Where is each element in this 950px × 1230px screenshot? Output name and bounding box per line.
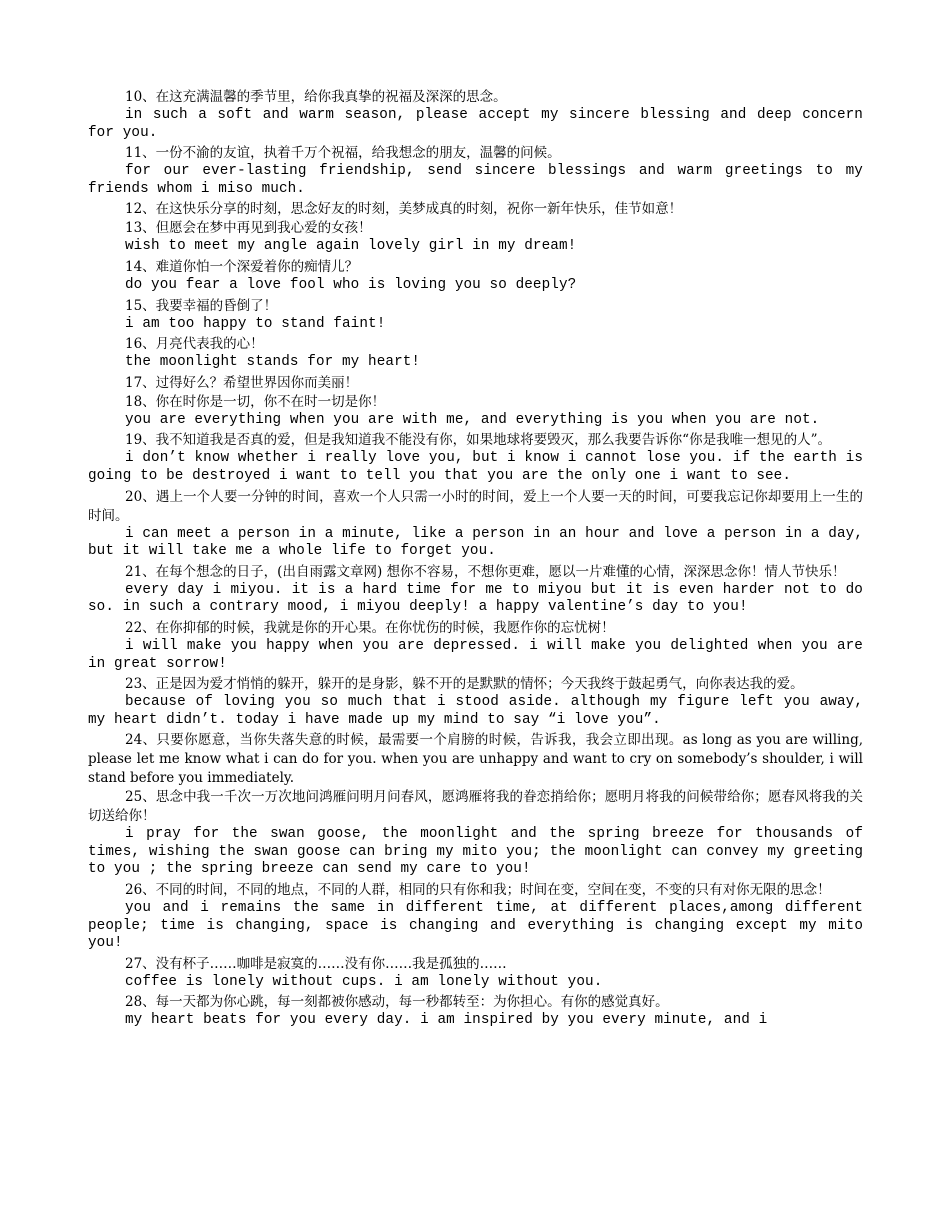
chinese-line: 20、遇上一个人要一分钟的时间，喜欢一个人只需一小时的时间，爱上一个人要一天的时间，可要我忘记你却要用上一生的时间。 [88, 488, 863, 524]
entry-27 [88, 955, 863, 992]
chinese-line: 28、每一天都为你心跳，每一刻都被你感动，每一秒都转至：为你担心。有你的感觉真好。 [125, 994, 669, 1011]
entry-19 [88, 431, 863, 485]
entry-16 [88, 335, 863, 372]
chinese-line: 17、过得好么？希望世界因你而美丽！ [125, 374, 359, 391]
chinese-line: 12、在这快乐分享的时刻，思念好友的时刻，美梦成真的时刻，祝你一新年快乐，佳节如意！ [125, 201, 683, 218]
english-line: my heart beats for you every day. i am inspired by you every minute, and i [125, 1012, 768, 1029]
mixed-line: 24、只要你愿意，当你失落失意的时候，最需要一个肩膀的时候，告诉我，我会立即出现。as long as you are willing, please let me know what i can do for you. when you are unhappy and want to cry on somebody’s shoulder, i will stand before you immediately. [88, 732, 863, 787]
entry-17 [88, 374, 863, 393]
chinese-line: 23、正是因为爱才悄悄的躲开，躲开的是身影，躲不开的是默默的情怀；今天我终于鼓起勇气，向你表达我的爱。 [125, 676, 804, 693]
entry-20 [88, 488, 863, 561]
entry-14 [88, 258, 863, 295]
english-line: you and i remains the same in different time, at different places,among different people; time is changing, space is changing and everything is changing except my mito you! [88, 900, 863, 952]
chinese-line: 19、我不知道我是否真的爱，但是我知道我不能没有你，如果地球将要毁灭，那么我要告诉你“你是我唯一想见的人”。 [125, 432, 831, 449]
english-line: coffee is lonely without cups. i am lonely without you. [125, 973, 603, 990]
english-line: i pray for the swan goose, the moonlight and the spring breeze for thousands of times, wishing the swan goose can bring my mito you; the moonlight can convey my greeting to you ; the spring breeze can send my care to you! [88, 826, 863, 878]
entry-15 [88, 297, 863, 334]
entry-12 [88, 200, 863, 219]
english-line: i don’t know whether i really love you, but i know i cannot lose you. if the earth is going to be destroyed i want to tell you that you are the only one i want to see. [88, 450, 863, 484]
english-line: for our ever-lasting friendship, send sincere blessings and warm greetings to my friends whom i miso much. [88, 163, 863, 197]
entry-28 [88, 993, 863, 1030]
entry-26 [88, 881, 863, 953]
english-line: every day i miyou. it is a hard time for me to miyou but it is even harder not to do so. in such a contrary mood, i miyou deeply! a happy valentine’s day to you! [88, 581, 863, 616]
chinese-line: 18、你在时你是一切，你不在时一切是你！ [125, 393, 386, 410]
chinese-line: 15、我要幸福的昏倒了！ [125, 297, 278, 314]
english-line: i can meet a person in a minute, like a person in an hour and love a person in a day, but it will take me a whole life to forget you. [88, 525, 863, 560]
entry-23 [88, 675, 863, 729]
document-page [88, 88, 863, 1032]
chinese-line: 14、难道你怕一个深爱着你的痴情儿？ [125, 258, 359, 275]
chinese-line: 11、一份不渝的友谊，执着千万个祝福，给我想念的朋友，温馨的问候。 [125, 145, 561, 162]
chinese-line: 16、月亮代表我的心！ [125, 336, 264, 353]
english-line: wish to meet my angle again lovely girl in my dream! [125, 238, 577, 255]
entry-18 [88, 393, 863, 430]
english-line: i will make you happy when you are depressed. i will make you delighted when you are in great sorrow! [88, 637, 863, 672]
chinese-line: 22、在你抑郁的时候，我就是你的开心果。在你忧伤的时候，我愿作你的忘忧树！ [125, 619, 615, 636]
chinese-line: 13、但愿会在梦中再见到我心爱的女孩！ [125, 220, 372, 237]
chinese-line: 25、思念中我一千次一万次地问鸿雁问明月问春风，愿鸿雁将我的眷恋捎给你；愿明月将我的问候带给你；愿春风将我的关切送给你！ [88, 789, 863, 825]
entry-11 [88, 144, 863, 198]
english-line: the moonlight stands for my heart! [125, 354, 421, 371]
english-line: you are everything when you are with me, and everything is you when you are not. [125, 411, 820, 428]
english-line: in such a soft and warm season, please accept my sincere blessing and deep concern for you. [88, 107, 863, 141]
chinese-line: 10、在这充满温馨的季节里，给你我真挚的祝福及深深的思念。 [125, 89, 507, 105]
entry-21 [88, 563, 863, 617]
chinese-line: 27、没有杯子……咖啡是寂寞的……没有你……我是孤独的…… [125, 955, 507, 972]
entry-13 [88, 219, 863, 256]
entry-10 [88, 88, 863, 142]
english-line: because of loving you so much that i stood aside. although my figure left you away, my heart didn’t. today i have made up my mind to say “i love you”. [88, 694, 863, 728]
english-line: do you fear a love fool who is loving you so deeply? [125, 276, 577, 293]
english-line: i am too happy to stand faint! [125, 315, 386, 332]
entry-22 [88, 619, 863, 673]
chinese-line: 26、不同的时间，不同的地点，不同的人群，相同的只有你和我；时间在变，空间在变，不变的只有对你无限的思念！ [125, 882, 831, 899]
chinese-line: 21、在每个想念的日子，(出自雨露文章网) 想你不容易，不想你更难，愿以一片难懂的心情，深深思念你！情人节快乐！ [125, 563, 846, 580]
entry-24 [88, 731, 863, 788]
entry-25 [88, 788, 863, 879]
